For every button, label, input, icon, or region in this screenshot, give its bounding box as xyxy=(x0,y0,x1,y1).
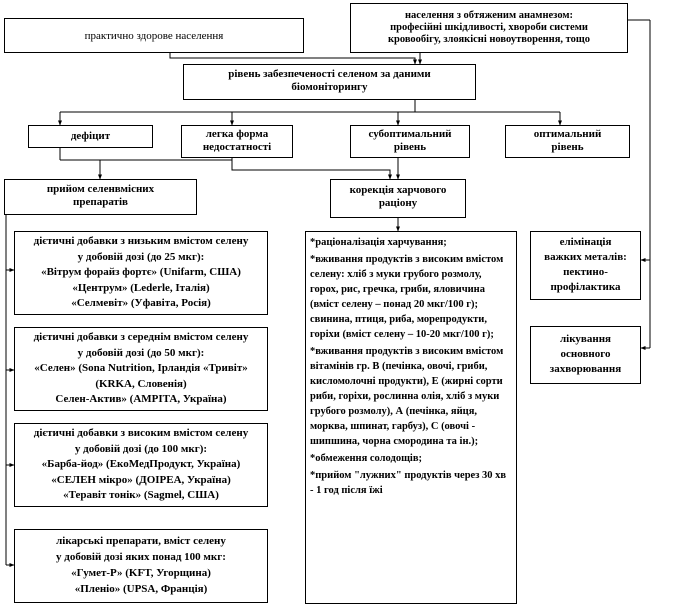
high-dose-line-5: «Теравіт тонік» (Sagmel, США) xyxy=(63,489,219,501)
heavy-metals-box xyxy=(530,231,641,300)
low-dose-line-4: «Центрум» (Lederle, Італія) xyxy=(72,281,210,294)
mild-line-1: легка форма xyxy=(205,128,269,140)
mild-to-diet xyxy=(232,160,390,179)
medium-dose-line-2: у добовій дозі (до 50 мкг): xyxy=(77,346,205,359)
underlying-line-3: захворювання xyxy=(549,363,622,375)
diet-item-4: *обмеження солодощів; xyxy=(310,453,423,464)
intake-line-1: прийом селенвмісних xyxy=(46,183,155,195)
optimal-box xyxy=(505,125,630,158)
practically-healthy-label: практично здорове населення xyxy=(84,30,224,42)
deficit-label: дефіцит xyxy=(70,130,111,142)
high-dose-line-3: «Барба-йод» (ЕкоМедПродукт, Україна) xyxy=(41,458,241,470)
high-dose-line-1: дієтичні добавки з високим вмістом селену xyxy=(33,427,249,439)
medicinal-line-3: «Гумет-Р» (KFT, Угорщина) xyxy=(71,567,211,579)
diet-details-box xyxy=(305,231,517,604)
underlying-line-1: лікування xyxy=(560,333,611,345)
diet-item-5: *прийом "лужних" продуктів через 30 хв - 1 год після їжі xyxy=(310,470,507,496)
anamnesis-line-3: кровообігу, злоякісні новоутворення, тощо xyxy=(387,34,591,45)
low-dose-line-2: у добовій дозі (до 25 мкг): xyxy=(77,250,205,263)
low-dose-line-3: «Вітрум форайз фортє» (Unifarm, США) xyxy=(41,266,241,278)
high-dose-line-2: у добовій дозі (до 100 мкг): xyxy=(74,442,208,455)
diet-correction-box xyxy=(330,179,466,218)
mild-line-2: недостатності xyxy=(202,141,272,153)
high-dose-box xyxy=(14,423,268,507)
diet-correction-line-1: корекція харчового xyxy=(349,184,447,196)
level-line-1: рівень забезпеченості селеном за даними xyxy=(228,68,431,80)
selenium-intake-box xyxy=(4,179,197,215)
heavy-metals-line-2: важких металів: xyxy=(544,251,627,263)
heavy-metals-line-1: елімінація xyxy=(559,236,612,248)
practically-healthy-box xyxy=(4,18,304,53)
heavy-metals-line-3: пектино- xyxy=(563,266,608,278)
underlying-disease-box xyxy=(530,326,641,384)
level-line-2: біомоніторингу xyxy=(291,81,368,93)
medicinal-box xyxy=(14,529,268,603)
medium-dose-box xyxy=(14,327,268,411)
medium-dose-line-1: дієтичні добавки з середнім вмістом селену xyxy=(33,331,249,343)
heavy-metals-line-4: профілактика xyxy=(550,281,621,293)
suboptimal-line-1: субоптимальний xyxy=(368,128,452,140)
low-dose-box xyxy=(14,231,268,315)
diet-item-3: *вживання продуктів з високим вмістом вітамінів гр. В (печінка, овочі, гриби, кисломолочні продукти), Е (жирні сорти риби, горіхи, рослинна олія, хліб з муки грубого розмолу), А (печінка, яйця, морква, шпинат, гарбуз), С (овочі - шипшина, чорна смородина та ін.); xyxy=(310,346,504,447)
mild-insufficiency-box xyxy=(181,125,293,158)
suboptimal-box xyxy=(350,125,470,158)
low-dose-line-1: дієтичні добавки з низьким вмістом селену xyxy=(33,235,249,247)
selenium-level-box xyxy=(183,64,476,100)
medicinal-line-2: у добовій дозі яких понад 100 мкг: xyxy=(56,551,226,563)
intake-line-2: препаратів xyxy=(73,196,128,208)
medium-dose-line-5: Селен-Актив» (АМРІТА, Україна) xyxy=(55,393,227,405)
medium-dose-line-3: «Селен» (Sona Nutrition, Ірландія «Тривіт» xyxy=(34,362,248,374)
diet-correction-line-2: раціону xyxy=(378,197,418,209)
underlying-line-2: основного xyxy=(560,348,611,360)
optimal-line-1: оптимальний xyxy=(533,128,602,140)
low-dose-line-5: «Селмевіт» (Уфавіта, Росія) xyxy=(71,297,211,309)
medicinal-line-4: «Пленіо» (UPSA, Франція) xyxy=(74,583,208,595)
suboptimal-line-2: рівень xyxy=(393,141,427,153)
diet-item-2: *вживання продуктів з високим вмістом селену: хліб з муки грубого розмолу, горох, рис, гречка, гриби, яловичина (вміст селену – понад 20 мкг/100 г); свинина, птиця, риба, морепродукти, горіхи (вміст селену – 10-20 мкг/100 г); xyxy=(310,254,504,340)
anamnesis-line-2: професійні шкідливості, хвороби системи xyxy=(390,22,588,33)
medicinal-line-1: лікарські препарати, вміст селену xyxy=(56,535,226,547)
deficit-box xyxy=(28,125,153,148)
burdened-anamnesis-box xyxy=(350,3,628,53)
optimal-line-2: рівень xyxy=(551,141,584,153)
diet-item-1: *раціоналізація харчування; xyxy=(310,237,447,248)
high-dose-line-4: «СЕЛЕН мікро» (ДОІРЕА, Україна) xyxy=(51,473,231,486)
medium-dose-line-4: (KRKA, Словенія) xyxy=(95,377,187,390)
anamnesis-line-1: населення з обтяженим анамнезом: xyxy=(404,10,574,21)
